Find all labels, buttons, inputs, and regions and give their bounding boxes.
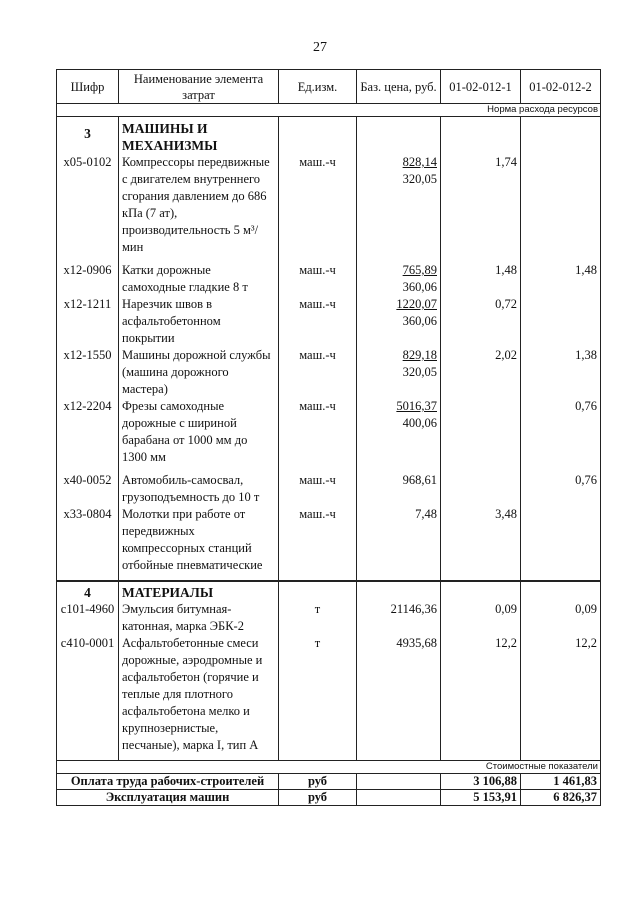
base-price: 4935,68 <box>357 635 441 754</box>
section-3-title: МАШИНЫ И МЕХАНИЗМЫ <box>119 117 279 155</box>
summary-label: Оплата труда рабочих-строителей <box>57 774 279 790</box>
header-name: Наименование элемента затрат <box>119 70 279 104</box>
resource-unit: маш.-ч <box>279 506 357 574</box>
table-header <box>57 70 601 104</box>
resource-name: Катки дорожные самоходные гладкие 8 т <box>119 262 279 296</box>
value-col2: 0,09 <box>521 601 601 635</box>
summary-label: Эксплуатация машин <box>57 790 279 806</box>
price-cell <box>357 296 441 347</box>
value-col1: 0,09 <box>441 601 521 635</box>
resource-name: Фрезы самоходные дорожные с шириной барабана от 1000 мм до 1300 мм <box>119 398 279 466</box>
resource-code: х40-0052 <box>57 472 119 506</box>
spacer-row <box>57 574 601 581</box>
summary-empty <box>357 790 441 806</box>
resource-code: с101-4960 <box>57 601 119 635</box>
resource-name: Компрессоры передвижные с двигателем внутреннего сгорания давлением до 686 кПа (7 ат), производительность 5 м³/мин <box>119 154 279 256</box>
wage-price: 360,06 <box>402 314 437 328</box>
resource-unit: маш.-ч <box>279 347 357 398</box>
summary-empty <box>357 774 441 790</box>
base-price: 968,61 <box>402 473 437 487</box>
wage-price: 320,05 <box>402 365 437 379</box>
value-col1: 2,02 <box>441 347 521 398</box>
summary-col1: 3 106,88 <box>441 774 521 790</box>
wage-price: 320,05 <box>402 172 437 186</box>
value-col2 <box>521 506 601 574</box>
machine-row <box>57 296 601 347</box>
resource-name: Молотки при работе от передвижных компрессорных станций отбойные пневматические <box>119 506 279 574</box>
stoim-row <box>57 761 601 774</box>
resource-unit: т <box>279 635 357 754</box>
section-3-row <box>57 117 601 155</box>
resource-code: х12-1211 <box>57 296 119 347</box>
material-row <box>57 601 601 635</box>
resource-unit: маш.-ч <box>279 398 357 466</box>
value-col2: 1,38 <box>521 347 601 398</box>
base-price: 828,14 <box>402 155 437 169</box>
summary-unit: руб <box>279 790 357 806</box>
header-col2: 01-02-012-2 <box>521 70 601 104</box>
value-col2 <box>521 154 601 256</box>
summary-col2: 6 826,37 <box>521 790 601 806</box>
header-price: Баз. цена, руб. <box>357 70 441 104</box>
machine-row <box>57 472 601 506</box>
section-3-number: 3 <box>57 117 119 155</box>
value-col1 <box>441 472 521 506</box>
resource-code: х33-0804 <box>57 506 119 574</box>
machine-row <box>57 347 601 398</box>
resource-unit: маш.-ч <box>279 262 357 296</box>
value-col1 <box>441 398 521 466</box>
base-price: 7,48 <box>415 507 437 521</box>
base-price: 21146,36 <box>357 601 441 635</box>
price-cell <box>357 506 441 574</box>
section-4-row <box>57 581 601 601</box>
value-col1: 1,48 <box>441 262 521 296</box>
value-col2 <box>521 296 601 347</box>
value-col2: 0,76 <box>521 398 601 466</box>
norma-label: Норма расхода ресурсов <box>57 104 601 117</box>
machine-row <box>57 398 601 466</box>
machine-row <box>57 262 601 296</box>
resource-name: Машины дорожной службы (машина дорожного мастера) <box>119 347 279 398</box>
section-4-title: МАТЕРИАЛЫ <box>119 581 279 601</box>
wage-price: 400,06 <box>402 416 437 430</box>
value-col1: 3,48 <box>441 506 521 574</box>
price-cell <box>357 472 441 506</box>
resource-unit: маш.-ч <box>279 154 357 256</box>
resource-table <box>56 69 601 806</box>
header-unit: Ед.изм. <box>279 70 357 104</box>
resource-name: Нарезчик швов в асфальтобетонном покрытии <box>119 296 279 347</box>
resource-name: Эмульсия битумная-катонная, марка ЭБК-2 <box>119 601 279 635</box>
value-col2: 12,2 <box>521 635 601 754</box>
resource-unit: маш.-ч <box>279 296 357 347</box>
resource-code: х12-0906 <box>57 262 119 296</box>
resource-name: Автомобиль-самосвал, грузоподъемность до 10 т <box>119 472 279 506</box>
summary-col1: 5 153,91 <box>441 790 521 806</box>
page-number: 27 <box>313 40 327 55</box>
base-price: 829,18 <box>402 348 437 362</box>
price-cell <box>357 154 441 256</box>
resource-code: х12-2204 <box>57 398 119 466</box>
summary-col2: 1 461,83 <box>521 774 601 790</box>
resource-code: х05-0102 <box>57 154 119 256</box>
base-price: 1220,07 <box>396 297 437 311</box>
wage-price: 360,06 <box>402 280 437 294</box>
norma-row <box>57 104 601 117</box>
value-col2: 1,48 <box>521 262 601 296</box>
machine-row <box>57 506 601 574</box>
summary-unit: руб <box>279 774 357 790</box>
summary-row <box>57 774 601 790</box>
resource-unit: т <box>279 601 357 635</box>
price-cell <box>357 262 441 296</box>
resource-code: с410-0001 <box>57 635 119 754</box>
resource-name: Асфальтобетонные смеси дорожные, аэродромные и асфальтобетон (горячие и теплые для плотного асфальтобетона мелко и крупнозернистые, песчаные), марка I, тип А <box>119 635 279 754</box>
header-col1: 01-02-012-1 <box>441 70 521 104</box>
header-code: Шифр <box>57 70 119 104</box>
value-col1: 12,2 <box>441 635 521 754</box>
resource-code: х12-1550 <box>57 347 119 398</box>
value-col1: 0,72 <box>441 296 521 347</box>
resource-unit: маш.-ч <box>279 472 357 506</box>
price-cell <box>357 398 441 466</box>
value-col2: 0,76 <box>521 472 601 506</box>
section-4-number: 4 <box>57 581 119 601</box>
material-row <box>57 635 601 754</box>
base-price: 5016,37 <box>396 399 437 413</box>
summary-row <box>57 790 601 806</box>
value-col1: 1,74 <box>441 154 521 256</box>
base-price: 765,89 <box>402 263 437 277</box>
stoim-label: Стоимостные показатели <box>57 761 601 774</box>
price-cell <box>357 347 441 398</box>
machine-row <box>57 154 601 256</box>
